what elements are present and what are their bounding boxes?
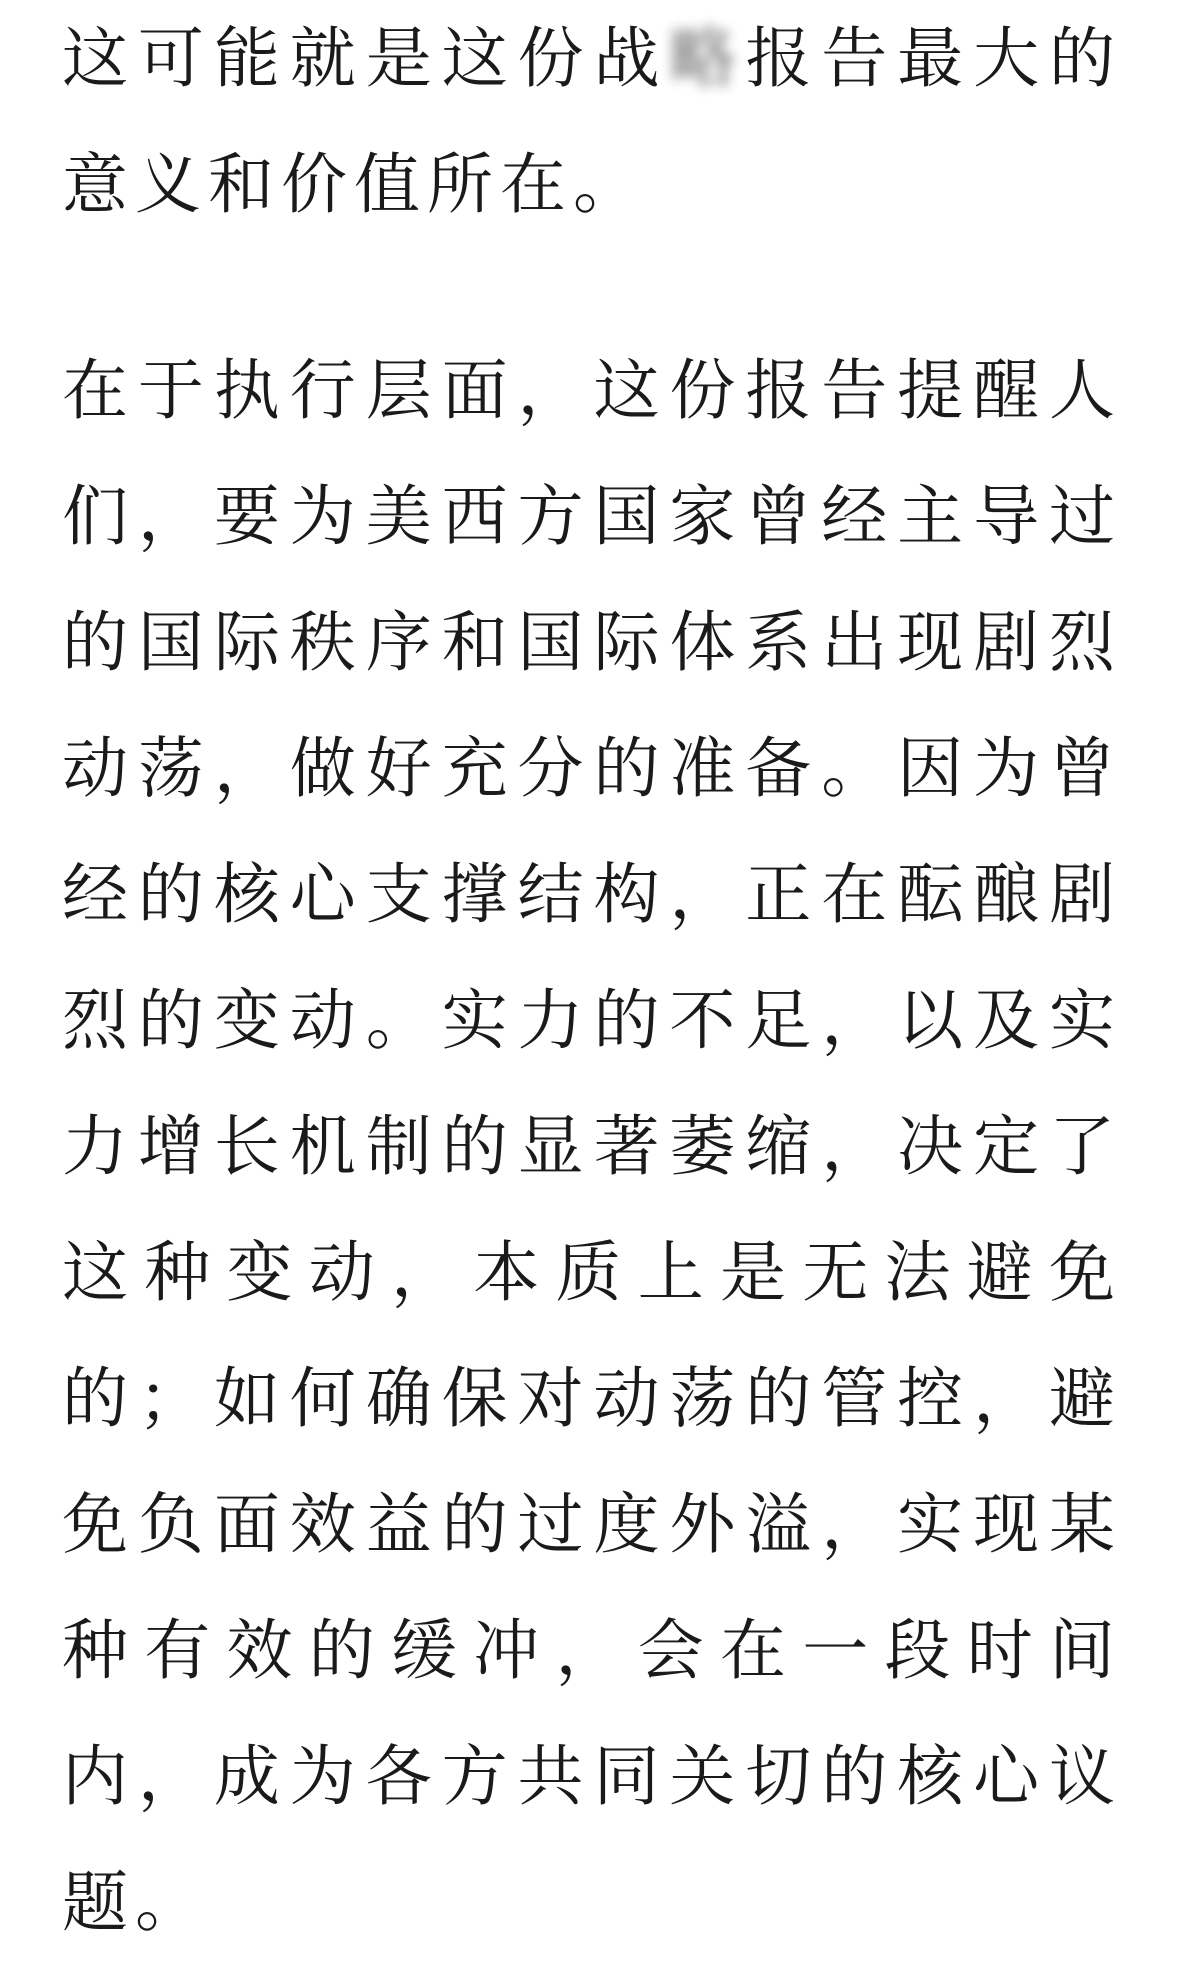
blurred-text: 略: [669, 20, 743, 97]
paragraph-2: 在于执行层面，这份报告提醒人们，要为美西方国家曾经主导过的国际秩序和国际体系出现剧烈动荡，做好充分的准备。因为曾经的核心支撑结构，正在酝酿剧烈的变动。实力的不足，以及实力增长机制的显著萎缩，决定了这种变动，本质上是无法避免的；如何确保对动荡的管控，避免负面效益的过度外溢，实现某种有效的缓冲，会在一段时间内，成为各方共同关切的核心议题。: [62, 352, 1122, 1941]
paragraph-1-text-start: 这可能就是这份战: [62, 20, 670, 97]
paragraph-1: [62, 0, 1122, 248]
paragraph-1-text-end: 报告最大的意义和价值所在。: [62, 20, 1123, 223]
